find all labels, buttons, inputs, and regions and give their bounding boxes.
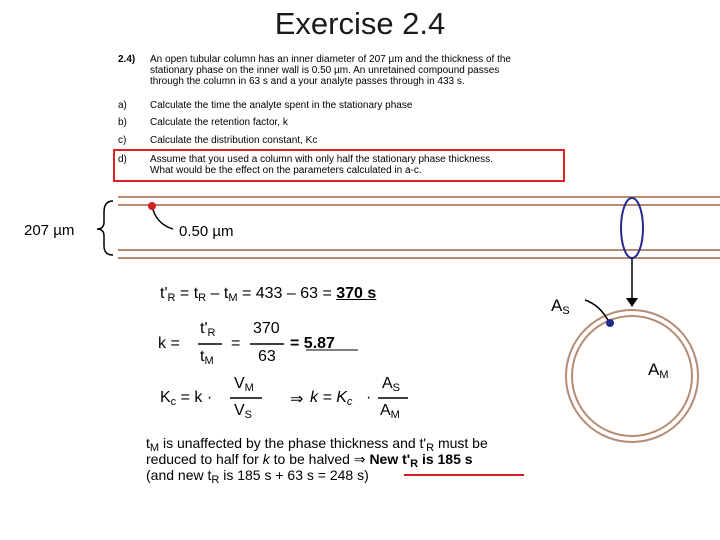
k-denominator: $t_M$ [200,348,214,367]
new-tr-highlight: New $t'_R$ is 185 s [369,451,473,470]
k-lhs: k = [158,335,180,352]
thickness-pointer-dot [148,202,156,210]
note-line-2: reduced to half for k to be halved ⇒ New $t'_R$ is 185 s [146,451,473,470]
question-d-line-2: What would be the effect on the parameters calculated in a-c. [150,165,422,176]
k-numerator: $t'_R$ [200,320,216,339]
diameter-label: 207 µm [24,222,75,239]
k-denominator-value: 63 [258,348,276,365]
kc-area-denominator: $A_M$ [380,402,400,421]
kc-numerator: $V_M$ [234,375,254,394]
slide-title: Exercise 2.4 [274,6,446,41]
question-c-letter: c) [118,135,127,146]
statement-line-2: stationary phase on the inner wall is 0.50 µm. An unretained compound passes [150,65,500,76]
question-b-letter: b) [118,117,127,128]
question-d-line-1: Assume that you used a column with only half the stationary phase thickness. [150,154,493,165]
k-equals: = [231,335,241,352]
conclusion-note [146,435,566,486]
kc-rhs: $k = K_c$ [310,389,353,408]
k-numerator-value: 370 [253,320,280,337]
thickness-pointer [152,206,173,229]
question-c-text: Calculate the distribution constant, Kc [150,135,318,146]
kc-denominator: $V_S$ [234,402,253,421]
adjusted-retention-time-equation: $t'_R = t_R - t_M = 433 - 63 = 370$ s [160,285,377,304]
as-area-label: $A_S$ [551,296,570,317]
question-a-letter: a) [118,100,127,111]
question-d-letter: d) [118,154,127,165]
problem-number: 2.4) [118,54,136,65]
question-b-text: Calculate the retention factor, k [150,117,288,128]
note-line-3: (and new $t_R$ is 185 s + 63 s = 248 s) [146,467,369,486]
am-area-label: $A_M$ [648,360,669,381]
kc-area-numerator: $A_S$ [382,375,401,394]
adjusted-retention-time-result: 370 s [336,285,377,302]
k-result: = 5.87 [290,335,335,352]
statement-line-3: through the column in 63 s and a your analyte passes through in 433 s. [150,76,465,87]
diameter-brace [97,201,113,255]
as-pointer-dot [606,319,614,327]
kc-dot: · [366,389,372,406]
cross-section-outer-circle [566,310,698,442]
note-line-1: $t_M$ is unaffected by the phase thickness and $t'_R$ must be [146,435,488,454]
statement-line-1: An open tubular column has an inner diameter of 207 µm and the thickness of the [150,54,511,65]
as-pointer [585,300,609,322]
kc-lhs: $K_c = k$ · [160,389,213,408]
cross-section-inner-circle [572,316,692,436]
question-a-text: Calculate the time the analyte spent in the stationary phase [150,100,413,111]
section-arrow-head [626,298,638,307]
thickness-label: 0.50 µm [179,223,234,240]
kc-implies-arrow: ⇒ [290,391,304,408]
